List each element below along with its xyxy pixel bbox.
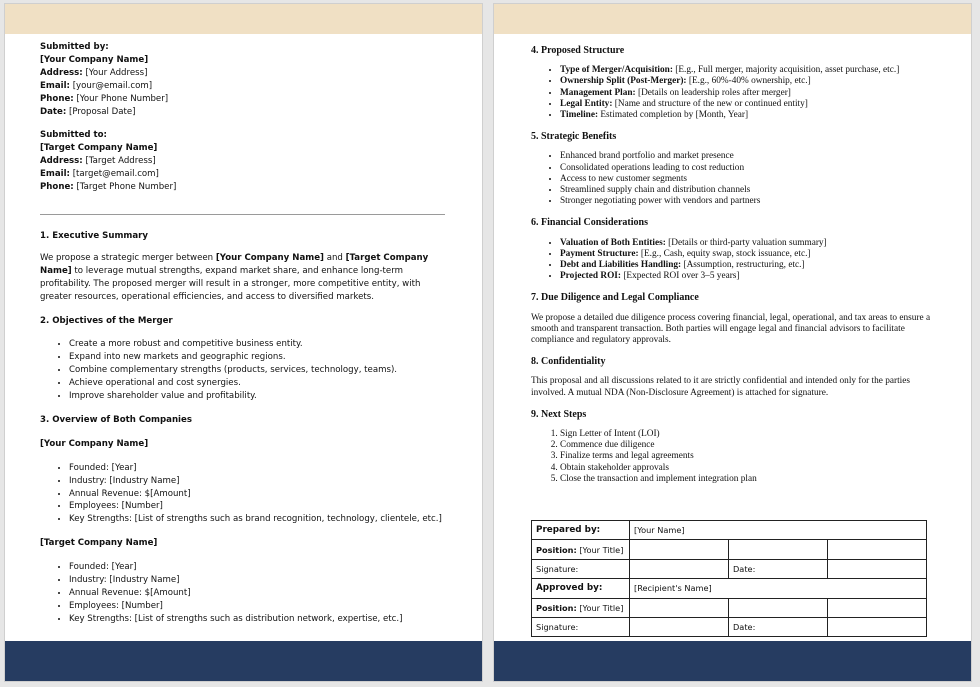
your-company-name: [Your Company Name] bbox=[40, 54, 149, 65]
position-cell: Position: [Your Title] bbox=[532, 598, 630, 617]
objectives-heading: 2. Objectives of the Merger bbox=[40, 315, 173, 326]
blank-cell[interactable] bbox=[729, 540, 828, 559]
company1-name: [Your Company Name] bbox=[40, 438, 149, 449]
sender-email: Email: [your@email.com] bbox=[40, 80, 153, 91]
list-item: • Enhanced brand portfolio and market presence bbox=[560, 151, 941, 162]
table-row bbox=[532, 598, 927, 617]
diligence-text: We propose a detailed due diligence process covering financial, legal, operational, and tax areas to ensure a smooth and transparent transaction. Both parties will engage legal and financial advisors to facilitate compliance and regulatory approvals. bbox=[531, 312, 931, 346]
table-row bbox=[532, 559, 927, 578]
list-item: • Expand into new markets and geographic regions. bbox=[69, 351, 445, 364]
financial-heading: 6. Financial Considerations bbox=[531, 217, 648, 229]
signature-field[interactable] bbox=[630, 559, 729, 578]
footer-band bbox=[5, 641, 482, 681]
footer-band bbox=[494, 641, 971, 681]
list-item: • Founded: [Year] bbox=[69, 462, 445, 475]
list-item: • Management Plan: [Details on leadership roles after merger] bbox=[560, 88, 941, 99]
list-item: • Combine complementary strengths (products, services, technology, teams). bbox=[69, 364, 445, 377]
signature-field[interactable] bbox=[630, 617, 729, 636]
exec-summary-text: We propose a strategic merger between [Your Company Name] and [Target Company Name] to leverage mutual strengths, expand market share, and enhance long-term profitability. The proposed merger will result in a stronger, more competitive entity, with greater resources, operational efficiencies, and access to diversified markets. bbox=[40, 252, 429, 302]
list-item: 3. Finalize terms and legal agreements bbox=[560, 451, 941, 462]
date-field[interactable] bbox=[828, 617, 927, 636]
list-item: 4. Obtain stakeholder approvals bbox=[560, 463, 941, 474]
blank-cell[interactable] bbox=[630, 598, 729, 617]
blank-cell[interactable] bbox=[828, 598, 927, 617]
list-item: • Ownership Split (Post-Merger): [E.g., 60%-40% ownership, etc.] bbox=[560, 76, 941, 87]
section-divider bbox=[40, 214, 445, 215]
list-item: • Stronger negotiating power with vendors and partners bbox=[560, 196, 941, 207]
table-row bbox=[532, 617, 927, 636]
approved-by-label: Approved by: bbox=[532, 579, 630, 598]
proposal-date: Date: [Proposal Date] bbox=[40, 106, 136, 117]
list-item: • Founded: [Year] bbox=[69, 561, 445, 574]
list-item: • Consolidated operations leading to cost reduction bbox=[560, 163, 941, 174]
sender-phone: Phone: [Your Phone Number] bbox=[40, 93, 169, 104]
list-item: • Annual Revenue: $[Amount] bbox=[69, 488, 445, 501]
sender-address: Address: [Your Address] bbox=[40, 67, 148, 78]
date-label: Date: bbox=[729, 559, 828, 578]
target-company-name: [Target Company Name] bbox=[40, 143, 158, 154]
right-page-content bbox=[531, 45, 941, 485]
list-item: • Timeline: Estimated completion by [Month, Year] bbox=[560, 110, 941, 121]
list-item: • Create a more robust and competitive business entity. bbox=[69, 338, 445, 351]
list-item: • Annual Revenue: $[Amount] bbox=[69, 587, 445, 600]
diligence-heading: 7. Due Diligence and Legal Compliance bbox=[531, 292, 699, 304]
prepared-by-label: Prepared by: bbox=[532, 521, 630, 540]
benefits-list bbox=[531, 151, 941, 207]
financial-list bbox=[531, 238, 941, 283]
page-left bbox=[5, 4, 482, 681]
list-item: 2. Commence due diligence bbox=[560, 440, 941, 451]
company1-list bbox=[40, 462, 445, 527]
submitted-by-heading: Submitted by: bbox=[40, 42, 109, 52]
signature-label: Signature: bbox=[532, 617, 630, 636]
date-field[interactable] bbox=[828, 559, 927, 578]
next-steps-list bbox=[531, 429, 941, 485]
list-item: • Debt and Liabilities Handling: [Assumption, restructuring, etc.] bbox=[560, 260, 941, 271]
blank-cell[interactable] bbox=[729, 598, 828, 617]
list-item: • Streamlined supply chain and distribution channels bbox=[560, 185, 941, 196]
signature-label: Signature: bbox=[532, 559, 630, 578]
exec-summary-heading: 1. Executive Summary bbox=[40, 230, 149, 241]
list-item: • Employees: [Number] bbox=[69, 600, 445, 613]
confidentiality-heading: 8. Confidentiality bbox=[531, 356, 606, 368]
structure-heading: 4. Proposed Structure bbox=[531, 45, 625, 56]
blank-cell[interactable] bbox=[630, 540, 729, 559]
list-item: • Improve shareholder value and profitability. bbox=[69, 390, 445, 403]
list-item: • Type of Merger/Acquisition: [E.g., Full merger, majority acquisition, asset purchase, etc.] bbox=[560, 65, 941, 76]
confidentiality-text: This proposal and all discussions related to it are strictly confidential and intended only for the parties involved. A mutual NDA (Non-Disclosure Agreement) is attached for signature. bbox=[531, 376, 911, 398]
header-band bbox=[5, 4, 482, 34]
submitted-by-block bbox=[40, 41, 445, 118]
list-item: • Payment Structure: [E.g., Cash, equity swap, stock issuance, etc.] bbox=[560, 249, 941, 260]
list-item: • Key Strengths: [List of strengths such as distribution network, expertise, etc.] bbox=[69, 613, 445, 626]
page-right bbox=[494, 4, 971, 681]
date-label: Date: bbox=[729, 617, 828, 636]
company2-name: [Target Company Name] bbox=[40, 538, 158, 549]
list-item: • Achieve operational and cost synergies. bbox=[69, 377, 445, 390]
table-row bbox=[532, 540, 927, 559]
header-band bbox=[494, 4, 971, 34]
submitted-to-block bbox=[40, 129, 445, 194]
list-item: • Projected ROI: [Expected ROI over 3–5 years] bbox=[560, 271, 941, 282]
target-address: Address: [Target Address] bbox=[40, 156, 156, 167]
submitted-to-heading: Submitted to: bbox=[40, 130, 107, 141]
list-item: • Industry: [Industry Name] bbox=[69, 475, 445, 488]
left-page-content bbox=[40, 41, 445, 626]
blank-cell[interactable] bbox=[828, 540, 927, 559]
list-item: 5. Close the transaction and implement integration plan bbox=[560, 474, 941, 485]
benefits-heading: 5. Strategic Benefits bbox=[531, 131, 617, 143]
list-item: • Industry: [Industry Name] bbox=[69, 574, 445, 587]
list-item: • Legal Entity: [Name and structure of the new or continued entity] bbox=[560, 99, 941, 110]
table-row bbox=[532, 521, 927, 540]
prepared-by-name[interactable]: [Your Name] bbox=[630, 521, 927, 540]
table-row bbox=[532, 579, 927, 598]
company2-list bbox=[40, 561, 445, 626]
list-item: • Access to new customer segments bbox=[560, 174, 941, 185]
objectives-list bbox=[40, 338, 445, 403]
position-cell: Position: [Your Title] bbox=[532, 540, 630, 559]
next-steps-heading: 9. Next Steps bbox=[531, 408, 587, 420]
structure-list bbox=[531, 65, 941, 121]
list-item: 1. Sign Letter of Intent (LOI) bbox=[560, 429, 941, 440]
approved-by-name[interactable]: [Recipient's Name] bbox=[630, 579, 927, 598]
list-item: • Key Strengths: [List of strengths such as brand recognition, technology, clientele, etc.] bbox=[69, 513, 445, 526]
list-item: • Employees: [Number] bbox=[69, 500, 445, 513]
overview-heading: 3. Overview of Both Companies bbox=[40, 414, 192, 425]
target-phone: Phone: [Target Phone Number] bbox=[40, 182, 177, 193]
target-email: Email: [target@email.com] bbox=[40, 169, 159, 180]
list-item: • Valuation of Both Entities: [Details or third-party valuation summary] bbox=[560, 238, 941, 249]
signature-table bbox=[531, 520, 927, 637]
